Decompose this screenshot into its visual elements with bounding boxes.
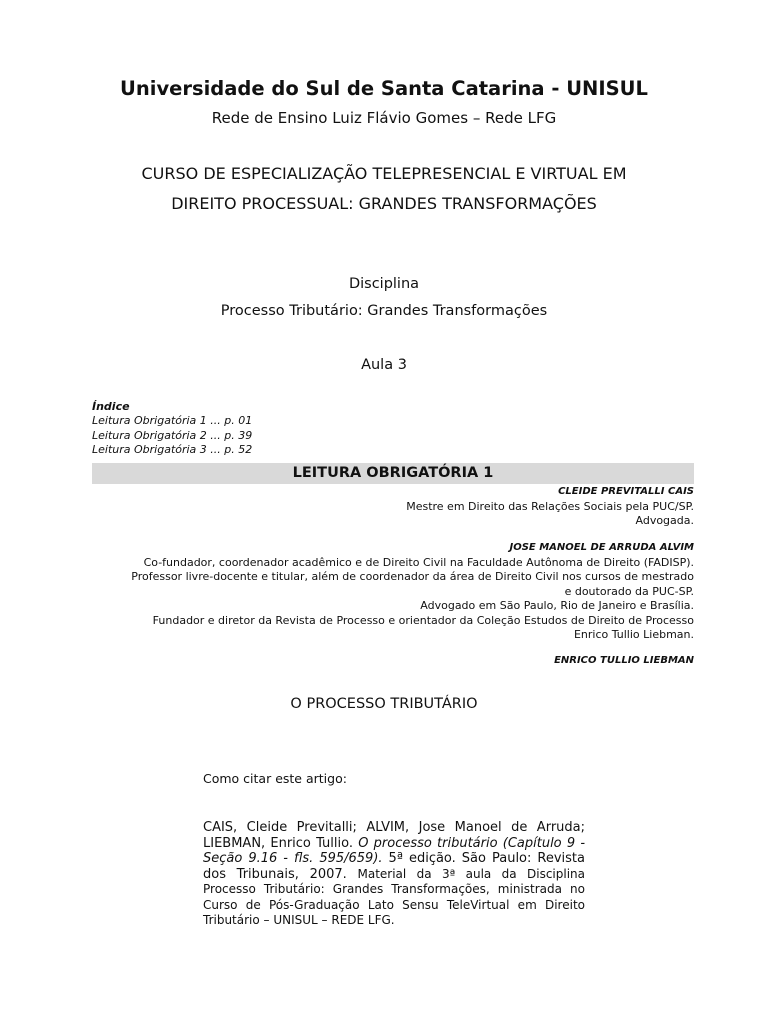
citation-work-title: O processo tributário (Capítulo 9 - Seção 9.16 - fls. 595/659). bbox=[203, 835, 586, 866]
citation-reference bbox=[203, 820, 585, 929]
article-title: O PROCESSO TRIBUTÁRIO bbox=[290, 696, 478, 712]
course-title-line-1: CURSO DE ESPECIALIZAÇÃO TELEPRESENCIAL E VIRTUAL EM bbox=[141, 164, 627, 183]
author-credential: Co-fundador, coordenador acadêmico e de Direito Civil na Faculdade Autônoma de Direito (FADISP). bbox=[143, 555, 694, 569]
citation-authors: CAIS, Cleide Previtalli; ALVIM, Jose Manoel de Arruda; LIEBMAN, Enrico Tullio. bbox=[203, 820, 585, 851]
lesson-label: Aula 3 bbox=[361, 357, 407, 373]
author-name: JOSE MANOEL DE ARRUDA ALVIM bbox=[509, 542, 694, 553]
discipline-name: Processo Tributário: Grandes Transformações bbox=[220, 303, 548, 319]
index-item: Leitura Obrigatória 3 ... p. 52 bbox=[92, 442, 253, 456]
author-credential: Mestre em Direito das Relações Sociais pela PUC/SP. bbox=[406, 499, 694, 513]
citation-label: Como citar este artigo: bbox=[203, 771, 347, 786]
author-credential: Enrico Tullio Liebman. bbox=[573, 628, 694, 641]
author-block bbox=[131, 541, 694, 643]
course-title-line-2: DIREITO PROCESSUAL: GRANDES TRANSFORMAÇÕES bbox=[171, 194, 597, 213]
author-credential: Advogada. bbox=[635, 514, 694, 527]
index-block bbox=[92, 400, 252, 457]
author-credential: e doutorado da PUC-SP. bbox=[564, 584, 694, 598]
author-credential: Advogado em São Paulo, Rio de Janeiro e Brasília. bbox=[420, 599, 694, 612]
author-name: ENRICO TULLIO LIEBMAN bbox=[554, 655, 694, 666]
author-credential: Fundador e diretor da Revista de Processo e orientador da Coleção Estudos de Direito de Processo bbox=[152, 613, 694, 627]
network-subtitle: Rede de Ensino Luiz Flávio Gomes – Rede LFG bbox=[211, 109, 557, 127]
author-block bbox=[406, 485, 694, 529]
discipline-label: Disciplina bbox=[348, 276, 420, 292]
university-title: Universidade do Sul de Santa Catarina - UNISUL bbox=[120, 77, 648, 100]
citation-note: Material da 3ª aula da Disciplina Processo Tributário: Grandes Transformações, ministrada no Curso de Pós-Graduação Lato Sensu TeleVirtual em Direito Tributário – UNISUL – REDE LFG. bbox=[203, 866, 585, 927]
index-item: Leitura Obrigatória 1 ... p. 01 bbox=[92, 414, 253, 428]
author-name: CLEIDE PREVITALLI CAIS bbox=[558, 486, 694, 497]
author-credential: Professor livre-docente e titular, além de coordenador da área de Direito Civil nos cursos de mestrado bbox=[131, 570, 694, 583]
index-item: Leitura Obrigatória 2 ... p. 39 bbox=[92, 428, 253, 442]
section-title-bar: LEITURA OBRIGATÓRIA 1 bbox=[92, 463, 694, 484]
author-block bbox=[554, 654, 694, 669]
index-title: Índice bbox=[92, 400, 130, 413]
citation-publisher: 5ª edição. São Paulo: Revista dos Tribunais, 2007. bbox=[203, 851, 585, 882]
